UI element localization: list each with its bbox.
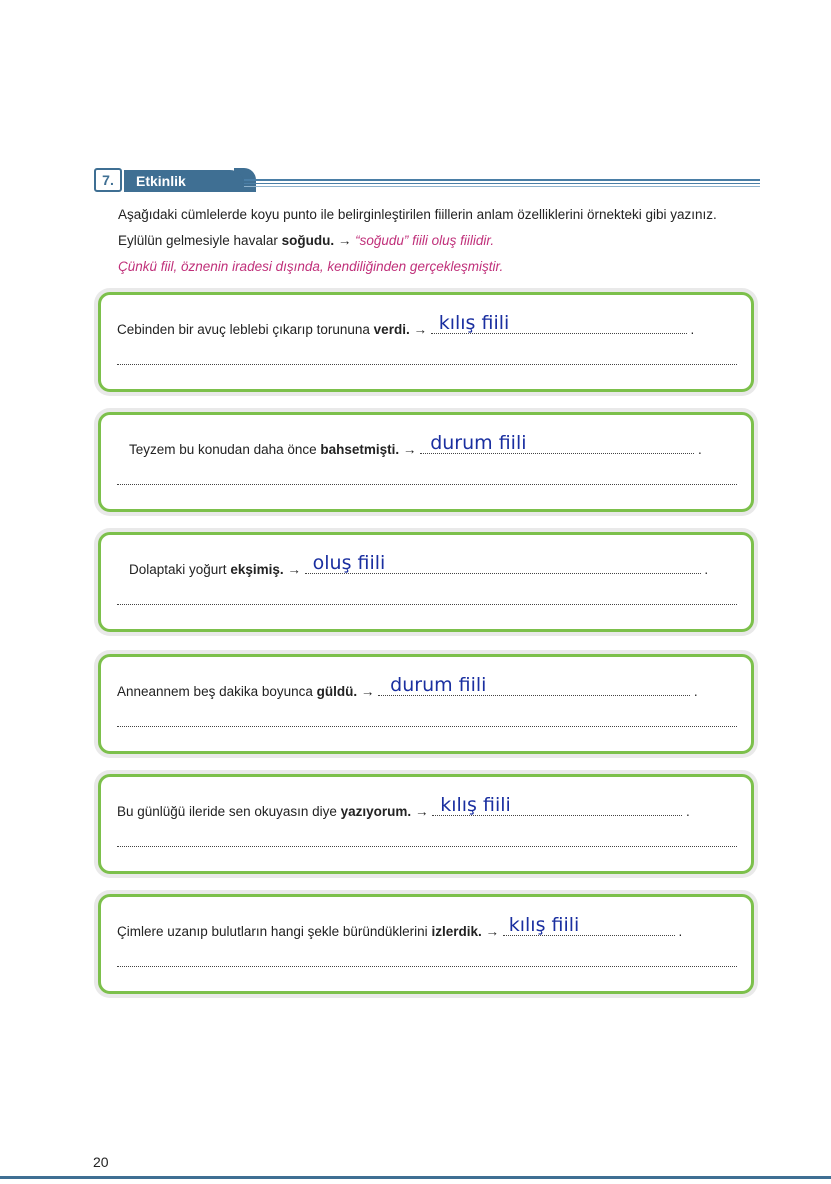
arrow: → xyxy=(411,804,433,819)
target-verb: izlerdik. xyxy=(431,924,482,939)
target-verb: yazıyorum. xyxy=(340,804,412,819)
sentence-text: Teyzem bu konudan daha önce xyxy=(129,442,321,457)
arrow: → xyxy=(409,322,431,337)
second-answer-line[interactable] xyxy=(117,483,737,485)
exercise-box-5 xyxy=(98,774,754,874)
example-verb: soğudu. xyxy=(281,233,335,248)
exercise-sentence: Dolaptaki yoğurt ekşimiş. → oluş fiili . xyxy=(129,552,709,577)
second-answer-line[interactable] xyxy=(117,965,737,967)
handwritten-answer: durum fiili xyxy=(390,674,487,696)
second-answer-line[interactable] xyxy=(117,845,737,847)
exercise-sentence: Çimlere uzanıp bulutların hangi şekle büründüklerini izlerdik. → kılış fiili . xyxy=(117,914,683,939)
exercise-sentence: Cebinden bir avuç leblebi çıkarıp torununa verdi. → kılış fiili . xyxy=(117,312,695,337)
header-rule xyxy=(244,179,760,181)
sentence-text: Çimlere uzanıp bulutların hangi şekle büründüklerini xyxy=(117,924,432,939)
sentence-text: Bu günlüğü ileride sen okuyasın diye xyxy=(117,804,341,819)
second-answer-line[interactable] xyxy=(117,725,737,727)
handwritten-answer: kılış fiili xyxy=(438,312,510,334)
activity-header xyxy=(94,168,760,192)
handwritten-answer: durum fiili xyxy=(430,432,527,454)
handwritten-answer: kılış fiili xyxy=(508,914,580,936)
activity-number: 7. xyxy=(94,168,122,192)
target-verb: ekşimiş. xyxy=(230,562,284,577)
example-pre: Eylülün gelmesiyle havalar xyxy=(118,233,282,248)
exercise-box-6 xyxy=(98,894,754,994)
footer-rule xyxy=(0,1176,831,1179)
sentence-text: Dolaptaki yoğurt xyxy=(129,562,231,577)
target-verb: bahsetmişti. xyxy=(320,442,400,457)
page-number: 20 xyxy=(93,1154,109,1170)
exercise-sentence: Teyzem bu konudan daha önce bahsetmişti. → durum fiili . xyxy=(129,432,702,457)
example-reason: Çünkü fiil, öznenin iradesi dışında, kendiliğinden gerçekleşmiştir. xyxy=(118,259,504,274)
sentence-text: Anneannem beş dakika boyunca xyxy=(117,684,317,699)
answer-field[interactable] xyxy=(431,312,687,334)
activity-title: Etkinlik xyxy=(124,170,244,192)
arrow: → xyxy=(357,684,379,699)
example-arrow: → xyxy=(334,233,356,248)
exercise-sentence: Bu günlüğü ileride sen okuyasın diye yazıyorum. → kılış fiili . xyxy=(117,794,690,819)
answer-field[interactable] xyxy=(432,794,682,816)
instruction-text: Aşağıdaki cümlelerde koyu punto ile belirginleştirilen fiillerin anlam özelliklerini örnekteki gibi yazınız. xyxy=(118,207,717,222)
arrow: → xyxy=(481,924,503,939)
arrow: → xyxy=(399,442,421,457)
arrow: → xyxy=(283,562,305,577)
example-sentence xyxy=(118,232,778,250)
exercise-box-3 xyxy=(98,532,754,632)
example-answer: “soğudu” fiili oluş fiilidir. xyxy=(355,233,495,248)
handwritten-answer: kılış fiili xyxy=(440,794,511,816)
exercise-sentence: Anneannem beş dakika boyunca güldü. → durum fiili . xyxy=(117,674,698,699)
target-verb: verdi. xyxy=(373,322,410,337)
exercise-box-2 xyxy=(98,412,754,512)
header-rule xyxy=(244,186,760,187)
answer-field[interactable] xyxy=(503,914,675,936)
sentence-text: Cebinden bir avuç leblebi çıkarıp torununa xyxy=(117,322,374,337)
header-rule xyxy=(244,183,760,184)
handwritten-answer: oluş fiili xyxy=(312,552,386,574)
answer-field[interactable] xyxy=(378,674,690,696)
exercise-box-1 xyxy=(98,292,754,392)
exercise-box-4 xyxy=(98,654,754,754)
second-answer-line[interactable] xyxy=(117,363,737,365)
second-answer-line[interactable] xyxy=(117,603,737,605)
answer-field[interactable] xyxy=(420,432,694,454)
target-verb: güldü. xyxy=(316,684,358,699)
